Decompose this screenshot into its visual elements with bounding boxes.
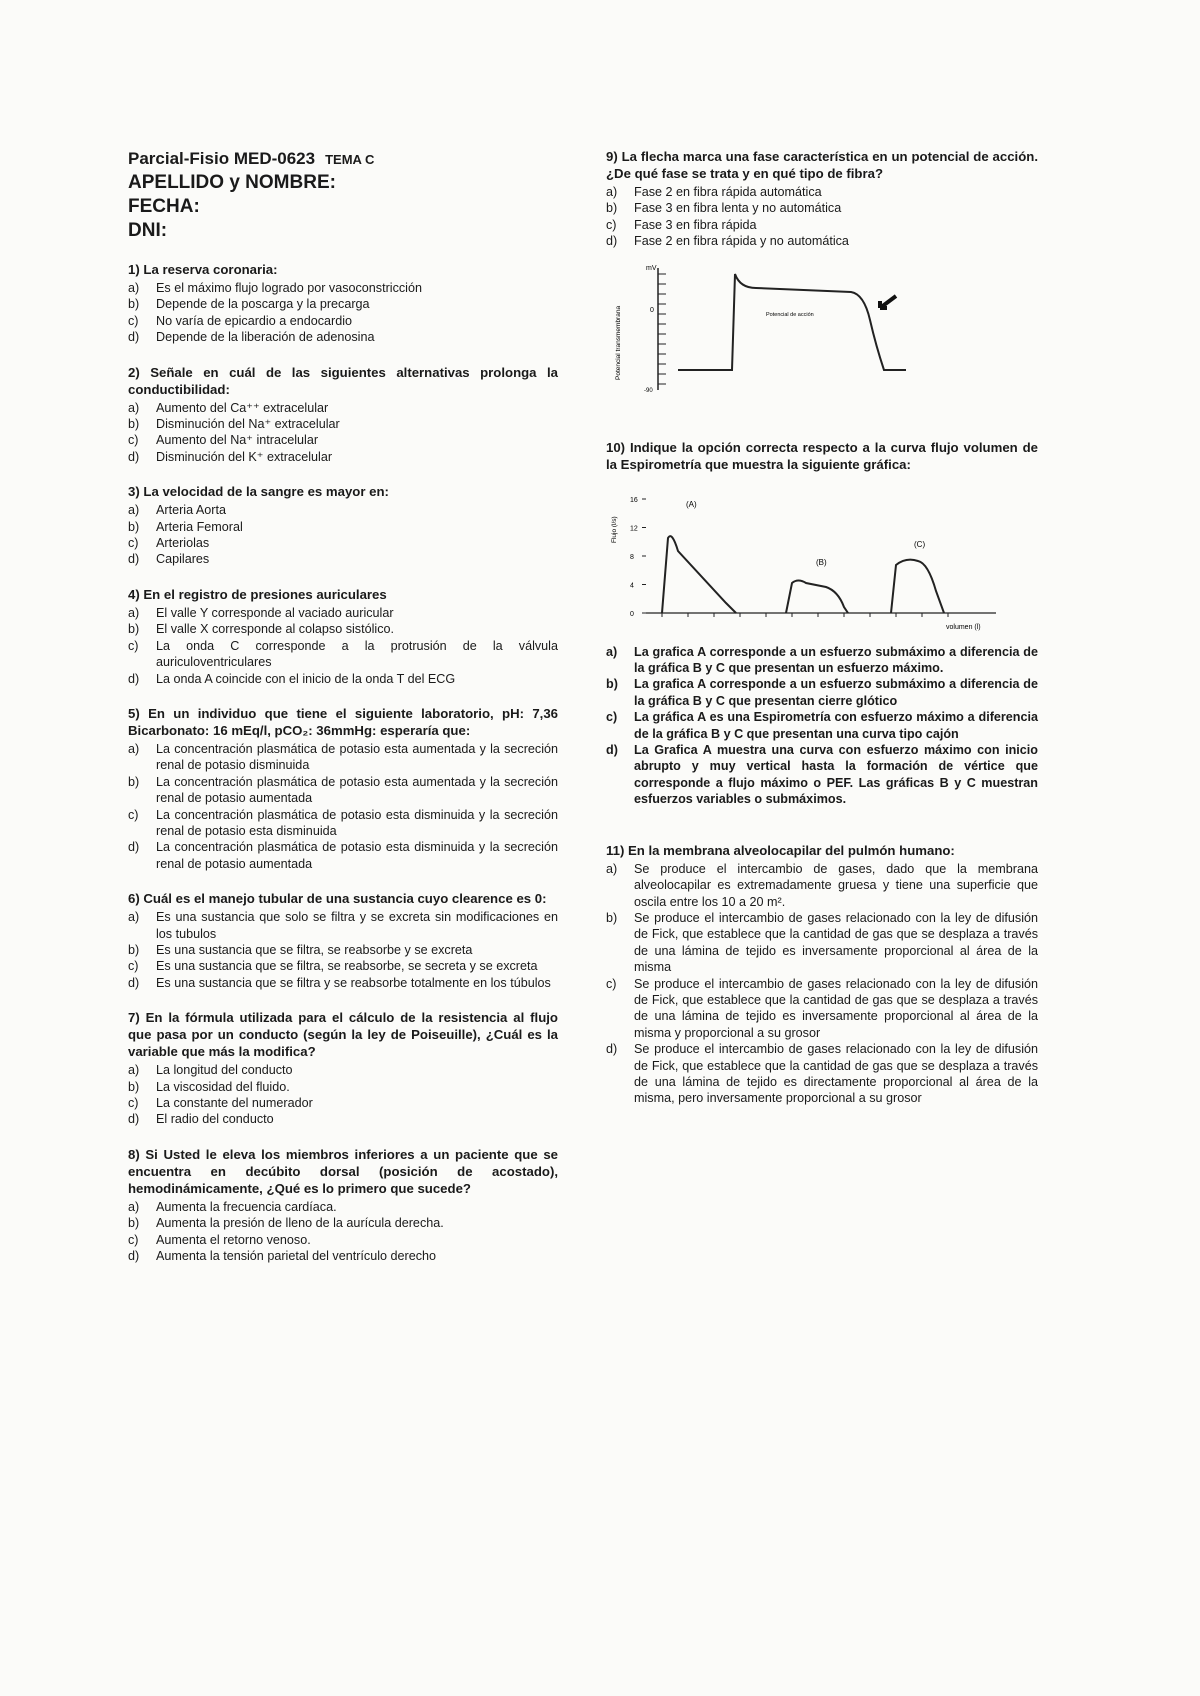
- question-6: [128, 890, 558, 991]
- option-text: Arteria Aorta: [156, 503, 226, 518]
- ap-annotation: Potencial de acción: [766, 311, 814, 318]
- option-text: Fase 2 en fibra rápida automática: [634, 185, 822, 199]
- option-text: Aumento del Ca⁺⁺ extracelular: [156, 400, 329, 415]
- option-text: Se produce el intercambio de gases relacionado con la ley de difusión de Fick, que establece que la cantidad de gas que se desplaza a través de una lámina de tejido es inversamente proporcional al área de la misma: [634, 910, 1038, 975]
- spiro-x-label: volumen (l): [946, 623, 981, 631]
- option-text: La viscosidad del fluido.: [156, 1079, 290, 1094]
- option-letter: b): [128, 622, 140, 637]
- option-letter: a): [128, 1199, 140, 1214]
- option-letter: d): [128, 449, 140, 464]
- ap-y-label: Potencial transmembrana: [615, 305, 622, 380]
- option-letter: b): [606, 677, 618, 692]
- option-text: Depende de la liberación de adenosina: [156, 330, 375, 345]
- ap-tick-marks: [658, 274, 666, 384]
- answer-option[interactable]: [606, 217, 1038, 233]
- option-letter: d): [606, 234, 618, 249]
- option-text: Aumento del Na⁺ intracelular: [156, 433, 319, 448]
- spiro-label-a: (A): [686, 499, 697, 509]
- option-letter: d): [128, 330, 140, 345]
- question-title: 11) En la membrana alveolocapilar del pulmón humano:: [606, 842, 955, 858]
- option-text: Es una sustancia que se filtra y se reabsorbe totalmente en los túbulos: [156, 975, 551, 990]
- answer-option[interactable]: [128, 296, 558, 312]
- option-text: Fase 3 en fibra rápida: [634, 217, 757, 232]
- option-text: Aumenta la tensión parietal del ventrículo derecho: [156, 1249, 437, 1264]
- spiro-y-tick-label: 4: [630, 582, 634, 590]
- question-9: [606, 148, 1038, 405]
- option-text: La onda C corresponde a la protrusión de la válvula auriculoventriculares: [156, 638, 558, 670]
- option-letter: a): [606, 861, 618, 876]
- question-title: 7) En la fórmula utilizada para el cálculo de la resistencia al flujo que pasa por un conducto (según la ley de Poiseuille), ¿Cuál es la variable que más la modifica?: [128, 1010, 558, 1060]
- option-letter: c): [128, 1096, 139, 1110]
- option-letter: b): [128, 774, 140, 789]
- question-title: 5) En un individuo que tiene el siguiente laboratorio, pH: 7,36 Bicarbonato: 16 mEq/l, pCO₂: 36mmHg: esperaría que:: [128, 705, 558, 738]
- ap-y-bottom-tick: -90: [644, 387, 653, 394]
- option-letter: a): [128, 281, 140, 295]
- option-text: El valle X corresponde al colapso sistólico.: [156, 622, 395, 637]
- spiro-curve-b: [786, 580, 848, 613]
- spiro-y-label: Flujo (l/s): [611, 515, 618, 543]
- option-text: Es una sustancia que se filtra, se reabsorbe y se excreta: [156, 942, 473, 957]
- option-text: La onda A coincide con el inicio de la onda T del ECG: [156, 671, 456, 686]
- course-code: Parcial-Fisio MED-0623: [128, 149, 316, 168]
- answer-option[interactable]: [606, 644, 1038, 677]
- answer-option[interactable]: [128, 1215, 558, 1231]
- question-10: [606, 439, 1038, 808]
- answer-option[interactable]: [128, 638, 558, 671]
- options-list: [128, 1199, 558, 1265]
- option-letter: b): [606, 201, 618, 216]
- answer-option[interactable]: [128, 1111, 558, 1127]
- option-letter: d): [128, 552, 140, 567]
- option-text: La grafica A corresponde a un esfuerzo submáximo a diferencia de la gráfica B y C que presentan un esfuerzo máximo.: [634, 644, 1038, 676]
- option-text: La longitud del conducto: [156, 1063, 293, 1078]
- answer-option[interactable]: [128, 502, 558, 518]
- options-list: [128, 909, 558, 991]
- question-title: 6) Cuál es el manejo tubular de una sustancia cuyo clearence es 0:: [128, 891, 547, 907]
- option-text: La constante del numerador: [156, 1096, 313, 1110]
- option-text: La concentración plasmática de potasio esta aumentada y la secreción renal de potasio aumentada: [156, 774, 558, 806]
- spiro-y-ticks: [630, 497, 646, 618]
- option-letter: c): [128, 536, 139, 551]
- spiro-y-tick-label: 8: [630, 553, 634, 561]
- option-text: El radio del conducto: [156, 1112, 274, 1127]
- answer-option[interactable]: [128, 329, 558, 345]
- option-letter: d): [606, 1042, 618, 1057]
- option-letter: b): [128, 1079, 140, 1094]
- dni-label: DNI:: [128, 220, 168, 241]
- spiro-curve-c: [891, 559, 944, 612]
- answer-option[interactable]: [128, 313, 558, 329]
- option-letter: b): [128, 297, 140, 312]
- option-text: La concentración plasmática de potasio esta aumentada y la secreción renal de potasio disminuida: [156, 741, 558, 773]
- exam-variant: TEMA C: [325, 152, 375, 167]
- option-letter: c): [606, 976, 617, 991]
- option-letter: a): [128, 605, 140, 620]
- answer-option[interactable]: [128, 535, 558, 551]
- question-title: 8) Si Usted le eleva los miembros inferiores a un paciente que se encuentra en decúbito dorsal (posición de acostado), hemodinámicamente, ¿Qué es lo primero que sucede?: [128, 1146, 558, 1196]
- option-letter: b): [128, 519, 140, 534]
- question-title: 10) Indique la opción correcta respecto a la curva flujo volumen de la Espirometría que muestra la siguiente gráfica:: [606, 439, 1038, 472]
- option-text: La concentración plasmática de potasio esta disminuida y la secreción renal de potasio aumentada: [156, 840, 558, 871]
- option-letter: d): [606, 743, 618, 758]
- spiro-y-tick-label: 12: [630, 525, 638, 533]
- answer-option[interactable]: [606, 200, 1038, 216]
- spirometry-chart: [606, 483, 1006, 633]
- spiro-label-c: (C): [914, 539, 926, 549]
- question-title: 9) La flecha marca una fase característica en un potencial de acción. ¿De qué fase se trata y en qué tipo de fibra?: [606, 149, 1038, 181]
- answer-option[interactable]: [606, 1041, 1038, 1107]
- answer-option[interactable]: [128, 551, 558, 567]
- date-label: FECHA:: [128, 196, 200, 217]
- option-letter: c): [128, 433, 139, 448]
- option-text: Fase 3 en fibra lenta y no automática: [634, 201, 842, 216]
- options-list: [128, 280, 558, 346]
- option-letter: d): [128, 1249, 140, 1264]
- option-letter: d): [128, 671, 140, 686]
- option-letter: c): [128, 313, 139, 328]
- option-letter: d): [128, 975, 140, 990]
- options-list: [128, 502, 558, 568]
- arrow-icon: [880, 296, 896, 308]
- answer-option[interactable]: [128, 519, 558, 535]
- option-text: Se produce el intercambio de gases relacionado con la ley de difusión de Fick, que establece que la cantidad de gas que se desplaza a través de una lámina de tejido es inversamente proporcional al área de la misma y proporcional a su grosor: [634, 976, 1038, 1040]
- answer-option[interactable]: [128, 942, 558, 958]
- answer-option[interactable]: [128, 621, 558, 637]
- answer-option[interactable]: [128, 1232, 558, 1248]
- option-letter: c): [128, 638, 139, 653]
- answer-option[interactable]: [128, 449, 558, 465]
- answer-option[interactable]: [128, 671, 558, 687]
- option-letter: c): [128, 959, 139, 974]
- option-text: Disminución del K⁺ extracelular: [156, 449, 333, 464]
- left-column: [128, 148, 558, 1264]
- option-text: Se produce el intercambio de gases relacionado con la ley de difusión de Fick, que establece que la cantidad de gas que se desplaza a través de una lámina de tejido es directamente proporcional al área de la misma, pero inversamente proporcional a su grosor: [634, 1042, 1038, 1106]
- option-letter: a): [128, 1063, 140, 1078]
- question-8: [128, 1146, 558, 1265]
- answer-option[interactable]: [128, 839, 558, 872]
- name-label: APELLIDO y NOMBRE:: [128, 172, 336, 193]
- option-letter: c): [606, 217, 617, 232]
- option-letter: c): [606, 710, 618, 725]
- question-7: [128, 1009, 558, 1128]
- action-potential-figure: [606, 260, 1038, 405]
- left-question-list: [128, 261, 558, 1264]
- question-title: 3) La velocidad de la sangre es mayor en:: [128, 484, 389, 500]
- options-list: [606, 184, 1038, 250]
- spiro-y-tick-label: 0: [630, 610, 634, 618]
- question-3: [128, 483, 558, 568]
- option-text: No varía de epicardio a endocardio: [156, 313, 353, 328]
- question-2: [128, 364, 558, 466]
- option-text: Capilares: [156, 552, 210, 567]
- option-text: La concentración plasmática de potasio esta disminuida y la secreción renal de potasio esta disminuida: [156, 807, 558, 838]
- spirometry-figure: [606, 483, 1038, 638]
- option-letter: a): [606, 185, 618, 199]
- option-letter: a): [128, 400, 140, 415]
- options-list: [128, 605, 558, 687]
- option-text: Aumenta la presión de lleno de la aurícula derecha.: [156, 1216, 444, 1231]
- answer-option[interactable]: [606, 742, 1038, 808]
- answer-option[interactable]: [128, 774, 558, 807]
- answer-option[interactable]: [128, 1248, 558, 1264]
- answer-option[interactable]: [128, 741, 558, 774]
- option-letter: b): [128, 1216, 140, 1231]
- option-text: Se produce el intercambio de gases, dado que la membrana alveolocapilar es extremadamente gruesa y tiene una superficie que oscila entre los 10 a 20 m².: [634, 861, 1038, 909]
- option-text: La Grafica A muestra una curva con esfuerzo máximo con inicio abrupto y muy vertical hasta la formación de vértice que corresponde a flujo máximo o PEF. Las gráficas B y C muestran esfuerzos variables o submáximos.: [634, 743, 1038, 807]
- answer-option[interactable]: [128, 1062, 558, 1078]
- option-letter: b): [128, 942, 140, 957]
- answer-option[interactable]: [606, 910, 1038, 976]
- ap-y-top-tick: 0: [650, 306, 654, 314]
- question-5: [128, 705, 558, 872]
- answer-option[interactable]: [606, 861, 1038, 910]
- option-text: Arteriolas: [156, 536, 210, 551]
- question-11: [606, 842, 1038, 1107]
- option-text: Aumenta la frecuencia cardíaca.: [156, 1199, 337, 1214]
- answer-option[interactable]: [128, 280, 558, 296]
- option-letter: a): [128, 741, 140, 756]
- options-list: [128, 1062, 558, 1128]
- question-title: 2) Señale en cuál de las siguientes alternativas prolonga la conductibilidad:: [128, 364, 558, 397]
- answer-option[interactable]: [128, 400, 558, 416]
- option-text: Disminución del Na⁺ extracelular: [156, 417, 340, 432]
- option-text: Es el máximo flujo logrado por vasoconstricción: [156, 281, 422, 295]
- answer-option[interactable]: [128, 909, 558, 942]
- option-text: Depende de la poscarga y la precarga: [156, 297, 370, 312]
- answer-option[interactable]: [128, 975, 558, 991]
- option-letter: a): [128, 910, 140, 925]
- options-list: [128, 400, 558, 466]
- option-letter: c): [128, 1232, 139, 1247]
- option-text: El valle Y corresponde al vaciado auricular: [156, 605, 394, 620]
- spiro-curve-a: [662, 536, 736, 613]
- options-list: [606, 861, 1038, 1107]
- ap-y-unit: mV: [646, 264, 657, 272]
- question-1: [128, 261, 558, 346]
- option-text: Fase 2 en fibra rápida y no automática: [634, 234, 849, 249]
- answer-option[interactable]: [128, 1095, 558, 1111]
- right-question-list: [606, 148, 1038, 1107]
- option-letter: d): [128, 840, 140, 855]
- answer-option[interactable]: [128, 432, 558, 448]
- option-text: Es una sustancia que solo se filtra y se excreta sin modificaciones en los tubulos: [156, 910, 558, 941]
- option-text: Es una sustancia que se filtra, se reabsorbe, se secreta y se excreta: [156, 959, 538, 974]
- answer-option[interactable]: [606, 976, 1038, 1042]
- option-letter: b): [606, 910, 618, 925]
- action-potential-chart: [606, 260, 906, 400]
- answer-option[interactable]: [606, 676, 1038, 709]
- ap-curve: [678, 274, 906, 370]
- option-letter: b): [128, 417, 140, 432]
- option-letter: d): [128, 1112, 140, 1127]
- answer-option[interactable]: [128, 1079, 558, 1095]
- option-text: La grafica A corresponde a un esfuerzo submáximo a diferencia de la gráfica B y C que presentan cierre glótico: [634, 677, 1038, 708]
- spiro-label-b: (B): [816, 557, 827, 567]
- question-4: [128, 586, 558, 687]
- options-list: [128, 741, 558, 872]
- answer-option[interactable]: [128, 958, 558, 974]
- right-column: [606, 148, 1038, 1107]
- answer-option[interactable]: [128, 416, 558, 432]
- question-title: 4) En el registro de presiones auriculares: [128, 586, 387, 602]
- options-list: [606, 644, 1038, 808]
- question-title: 1) La reserva coronaria:: [128, 262, 278, 277]
- option-text: Arteria Femoral: [156, 519, 243, 534]
- answer-option[interactable]: [606, 233, 1038, 249]
- answer-option[interactable]: [128, 1199, 558, 1215]
- option-letter: c): [128, 807, 139, 822]
- answer-option[interactable]: [128, 605, 558, 621]
- option-letter: a): [128, 503, 140, 518]
- exam-header: [128, 148, 558, 243]
- option-text: Aumenta el retorno venoso.: [156, 1232, 311, 1247]
- answer-option[interactable]: [606, 184, 1038, 200]
- answer-option[interactable]: [128, 807, 558, 840]
- answer-option[interactable]: [606, 709, 1038, 742]
- option-text: La gráfica A es una Espirometría con esfuerzo máximo a diferencia de la gráfica B y C que presentan una curva tipo cajón: [634, 710, 1038, 741]
- spiro-y-tick-label: 16: [630, 496, 638, 504]
- option-letter: a): [606, 644, 618, 659]
